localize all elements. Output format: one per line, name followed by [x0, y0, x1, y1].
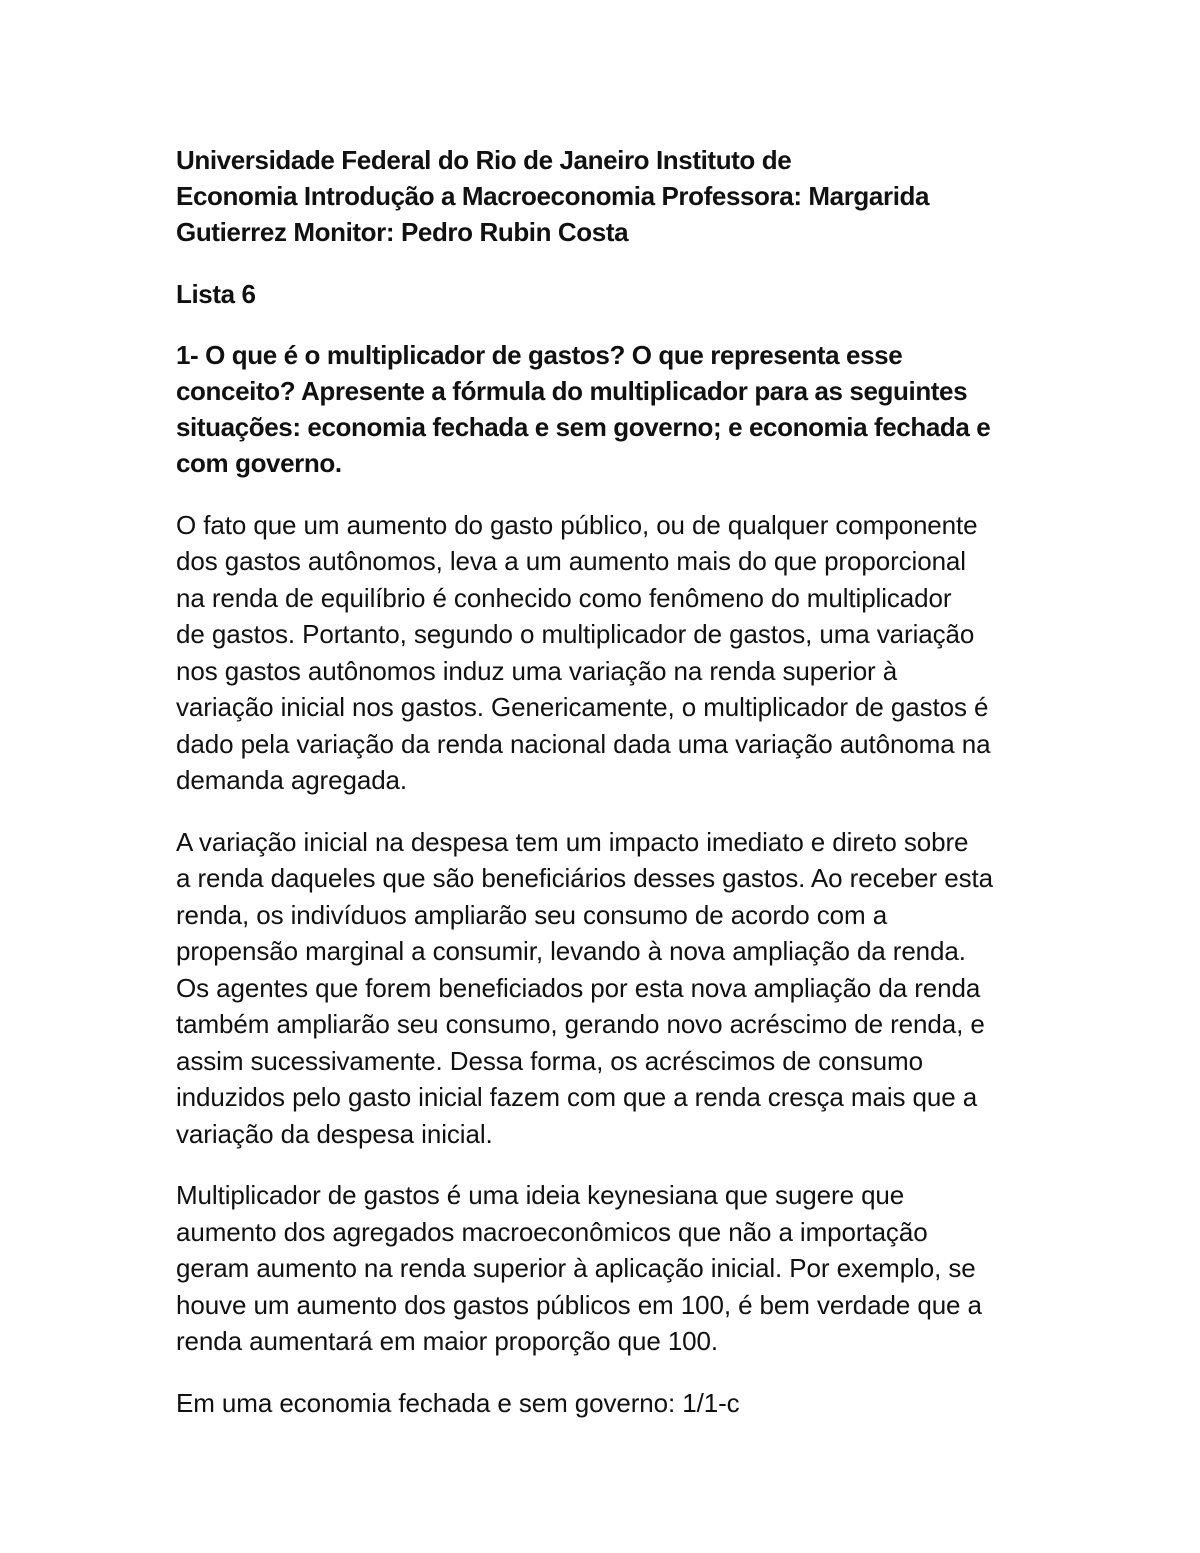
document-content	[176, 142, 1036, 1421]
paragraph-line: O fato que um aumento do gasto público, ou de qualquer componente	[176, 509, 978, 540]
paragraph-line: Multiplicador de gastos é uma ideia keynesiana que sugere que	[176, 1180, 905, 1211]
paragraph-line: na renda de equilíbrio é conhecido como fenômeno do multiplicador	[176, 582, 952, 613]
answer-paragraph-1	[176, 507, 1036, 799]
header-line: Economia Introdução a Macroeconomia Professora: Margarida	[176, 181, 930, 212]
answer-paragraph-2	[176, 824, 1036, 1153]
list-title-text: Lista 6	[176, 278, 256, 309]
paragraph-line: Os agentes que forem beneficiados por esta nova ampliação da renda	[176, 972, 981, 1003]
paragraph-line: também ampliarão seu consumo, gerando novo acréscimo de renda, e	[176, 1009, 985, 1040]
paragraph-line: demanda agregada.	[176, 765, 408, 796]
list-title	[176, 276, 1036, 312]
paragraph-line: houve um aumento dos gastos públicos em 100, é bem verdade que a	[176, 1289, 982, 1320]
paragraph-line: A variação inicial na despesa tem um impacto imediato e direto sobre	[176, 826, 969, 857]
paragraph-line: geram aumento na renda superior à aplicação inicial. Por exemplo, se	[176, 1253, 976, 1284]
paragraph-line: propensão marginal a consumir, levando à nova ampliação da renda.	[176, 936, 966, 967]
document-header	[176, 142, 1036, 251]
question-line: 1- O que é o multiplicador de gastos? O que representa esse	[176, 339, 903, 370]
paragraph-line: dado pela variação da renda nacional dada uma variação autônoma na	[176, 728, 991, 759]
header-line: Universidade Federal do Rio de Janeiro Instituto de	[176, 145, 792, 175]
paragraph-line: aumento dos agregados macroeconômicos que não a importação	[176, 1216, 928, 1247]
paragraph-line: induzidos pelo gasto inicial fazem com que a renda cresça mais que a	[176, 1082, 978, 1113]
question-line: situações: economia fechada e sem governo; e economia fechada e	[176, 412, 991, 443]
question-1	[176, 337, 1036, 482]
paragraph-line: renda, os indivíduos ampliarão seu consumo de acordo com a	[176, 899, 888, 930]
paragraph-line: variação da despesa inicial.	[176, 1118, 493, 1149]
question-line: conceito? Apresente a fórmula do multiplicador para as seguintes	[176, 376, 968, 407]
paragraph-line: a renda daqueles que são beneficiários desses gastos. Ao receber esta	[176, 863, 993, 894]
paragraph-line: variação inicial nos gastos. Genericamente, o multiplicador de gastos é	[176, 692, 989, 723]
answer-formula	[176, 1385, 1036, 1422]
answer-paragraph-3	[176, 1177, 1036, 1360]
question-line: com governo.	[176, 448, 342, 479]
paragraph-line: nos gastos autônomos induz uma variação na renda superior à	[176, 655, 898, 686]
paragraph-line: dos gastos autônomos, leva a um aumento mais do que proporcional	[176, 546, 966, 577]
paragraph-line: renda aumentará em maior proporção que 100.	[176, 1326, 719, 1357]
header-line: Gutierrez Monitor: Pedro Rubin Costa	[176, 217, 629, 248]
formula-line: Em uma economia fechada e sem governo: 1/1-c	[176, 1387, 740, 1418]
paragraph-line: assim sucessivamente. Dessa forma, os acréscimos de consumo	[176, 1045, 923, 1076]
paragraph-line: de gastos. Portanto, segundo o multiplicador de gastos, uma variação	[176, 619, 975, 650]
